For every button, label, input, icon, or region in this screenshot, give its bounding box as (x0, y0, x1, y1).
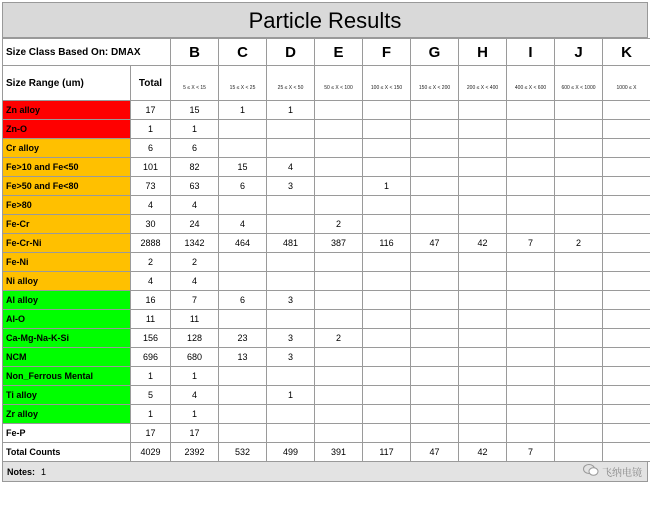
count-cell (603, 348, 650, 367)
count-cell: 82 (171, 158, 219, 177)
count-cell (315, 405, 363, 424)
count-cell (555, 386, 603, 405)
row-label: Fe-Cr (3, 215, 131, 234)
count-cell (555, 215, 603, 234)
count-cell (267, 272, 315, 291)
count-cell (459, 329, 507, 348)
row-label: Zn alloy (3, 101, 131, 120)
count-cell (507, 177, 555, 196)
count-cell (555, 177, 603, 196)
count-cell (315, 120, 363, 139)
count-cell (603, 234, 650, 253)
notes-label: Notes: (7, 467, 35, 477)
count-cell (363, 120, 411, 139)
count-cell (411, 215, 459, 234)
row-total: 11 (131, 310, 171, 329)
row-total: 2888 (131, 234, 171, 253)
col-range: 25 ≤ X < 50 (267, 66, 315, 101)
count-cell (459, 215, 507, 234)
page-title: Particle Results (2, 2, 648, 38)
count-cell: 1 (267, 101, 315, 120)
count-cell (507, 196, 555, 215)
table-row (3, 101, 650, 120)
count-cell (507, 386, 555, 405)
count-cell: 4 (267, 158, 315, 177)
count-cell (555, 196, 603, 215)
totals-cell: 7 (507, 443, 555, 462)
report (2, 2, 648, 502)
count-cell (315, 272, 363, 291)
count-cell (507, 405, 555, 424)
table-row (3, 272, 650, 291)
col-letter: K (603, 39, 650, 66)
count-cell (603, 215, 650, 234)
col-letter: J (555, 39, 603, 66)
count-cell: 3 (267, 329, 315, 348)
count-cell (603, 386, 650, 405)
row-total: 696 (131, 348, 171, 367)
col-range: 50 ≤ X < 100 (315, 66, 363, 101)
header-row-letters (3, 39, 650, 66)
col-range: 1000 ≤ X (603, 66, 650, 101)
table-row (3, 234, 650, 253)
totals-total: 4029 (131, 443, 171, 462)
count-cell (507, 310, 555, 329)
count-cell (411, 348, 459, 367)
row-label: Fe-P (3, 424, 131, 443)
count-cell (555, 329, 603, 348)
count-cell (267, 310, 315, 329)
table-row (3, 196, 650, 215)
count-cell (363, 424, 411, 443)
count-cell (603, 253, 650, 272)
row-label: Ca-Mg-Na-K-Si (3, 329, 131, 348)
totals-row (3, 443, 650, 462)
row-label: Ti alloy (3, 386, 131, 405)
count-cell (555, 158, 603, 177)
totals-cell: 42 (459, 443, 507, 462)
row-label: Fe>50 and Fe<80 (3, 177, 131, 196)
count-cell (219, 310, 267, 329)
count-cell (459, 348, 507, 367)
row-total: 6 (131, 139, 171, 158)
col-letter: D (267, 39, 315, 66)
count-cell: 4 (171, 386, 219, 405)
row-total: 16 (131, 291, 171, 310)
count-cell (603, 177, 650, 196)
count-cell: 1 (219, 101, 267, 120)
count-cell (411, 272, 459, 291)
count-cell (315, 310, 363, 329)
row-label: Al-O (3, 310, 131, 329)
count-cell (363, 196, 411, 215)
count-cell: 1 (363, 177, 411, 196)
totals-cell (555, 443, 603, 462)
table-row (3, 310, 650, 329)
count-cell: 3 (267, 291, 315, 310)
count-cell: 2 (555, 234, 603, 253)
row-label: Zr alloy (3, 405, 131, 424)
count-cell (315, 253, 363, 272)
count-cell (603, 272, 650, 291)
count-cell: 11 (171, 310, 219, 329)
count-cell (507, 329, 555, 348)
count-cell (363, 101, 411, 120)
count-cell (459, 310, 507, 329)
table-row (3, 177, 650, 196)
count-cell: 6 (219, 177, 267, 196)
count-cell (555, 367, 603, 386)
count-cell (219, 424, 267, 443)
col-letter: C (219, 39, 267, 66)
count-cell (411, 158, 459, 177)
totals-cell: 117 (363, 443, 411, 462)
count-cell (219, 367, 267, 386)
col-letter: F (363, 39, 411, 66)
count-cell: 24 (171, 215, 219, 234)
totals-cell: 47 (411, 443, 459, 462)
count-cell (603, 196, 650, 215)
col-range: 400 ≤ X < 600 (507, 66, 555, 101)
count-cell (603, 120, 650, 139)
col-range: 150 ≤ X < 200 (411, 66, 459, 101)
count-cell (363, 405, 411, 424)
count-cell (555, 272, 603, 291)
count-cell (363, 139, 411, 158)
watermark (583, 463, 642, 480)
row-label: Fe-Ni (3, 253, 131, 272)
count-cell (459, 101, 507, 120)
count-cell (219, 272, 267, 291)
count-cell: 23 (219, 329, 267, 348)
notes-bar (2, 462, 648, 482)
row-total: 4 (131, 196, 171, 215)
col-letter: B (171, 39, 219, 66)
count-cell (459, 272, 507, 291)
count-cell (411, 120, 459, 139)
row-label: NCM (3, 348, 131, 367)
count-cell: 3 (267, 177, 315, 196)
count-cell (507, 253, 555, 272)
count-cell (459, 405, 507, 424)
row-total: 4 (131, 272, 171, 291)
count-cell (555, 310, 603, 329)
count-cell (555, 101, 603, 120)
count-cell (219, 196, 267, 215)
count-cell (459, 139, 507, 158)
row-label: Fe>10 and Fe<50 (3, 158, 131, 177)
row-label: Cr alloy (3, 139, 131, 158)
count-cell (411, 196, 459, 215)
count-cell (555, 405, 603, 424)
count-cell (267, 424, 315, 443)
count-cell (555, 253, 603, 272)
header-row-ranges (3, 66, 650, 101)
count-cell (315, 196, 363, 215)
row-total: 30 (131, 215, 171, 234)
row-total: 156 (131, 329, 171, 348)
count-cell: 4 (171, 272, 219, 291)
row-label: Ni alloy (3, 272, 131, 291)
count-cell (315, 158, 363, 177)
count-cell: 1342 (171, 234, 219, 253)
count-cell (507, 367, 555, 386)
table-row (3, 424, 650, 443)
row-total: 17 (131, 101, 171, 120)
col-range: 100 ≤ X < 150 (363, 66, 411, 101)
notes-value: 1 (41, 467, 46, 477)
col-range: 200 ≤ X < 400 (459, 66, 507, 101)
count-cell (363, 329, 411, 348)
count-cell (507, 158, 555, 177)
count-cell (315, 424, 363, 443)
count-cell (411, 177, 459, 196)
row-total: 5 (131, 386, 171, 405)
table-row (3, 158, 650, 177)
table-row (3, 253, 650, 272)
count-cell (459, 120, 507, 139)
row-total: 17 (131, 424, 171, 443)
count-cell (603, 310, 650, 329)
count-cell (411, 329, 459, 348)
table-row (3, 367, 650, 386)
count-cell: 481 (267, 234, 315, 253)
table-row (3, 120, 650, 139)
count-cell (507, 291, 555, 310)
totals-cell (603, 443, 650, 462)
count-cell (411, 424, 459, 443)
col-letter: G (411, 39, 459, 66)
count-cell (459, 386, 507, 405)
results-table (2, 38, 650, 462)
count-cell (603, 101, 650, 120)
total-header: Total (131, 66, 171, 101)
table-row (3, 405, 650, 424)
table-row (3, 329, 650, 348)
count-cell: 128 (171, 329, 219, 348)
count-cell (459, 424, 507, 443)
row-total: 1 (131, 120, 171, 139)
count-cell (459, 196, 507, 215)
count-cell (267, 367, 315, 386)
totals-label: Total Counts (3, 443, 131, 462)
count-cell (411, 101, 459, 120)
row-label: Fe>80 (3, 196, 131, 215)
count-cell (507, 101, 555, 120)
row-total: 73 (131, 177, 171, 196)
count-cell (603, 158, 650, 177)
totals-cell: 532 (219, 443, 267, 462)
count-cell: 7 (171, 291, 219, 310)
count-cell: 47 (411, 234, 459, 253)
count-cell (459, 291, 507, 310)
count-cell (411, 139, 459, 158)
count-cell (603, 291, 650, 310)
count-cell: 1 (171, 367, 219, 386)
count-cell (603, 139, 650, 158)
count-cell: 464 (219, 234, 267, 253)
row-total: 101 (131, 158, 171, 177)
count-cell: 3 (267, 348, 315, 367)
count-cell (555, 348, 603, 367)
count-cell (219, 253, 267, 272)
row-total: 1 (131, 367, 171, 386)
count-cell: 7 (507, 234, 555, 253)
count-cell (411, 253, 459, 272)
row-label: Zn-O (3, 120, 131, 139)
count-cell: 63 (171, 177, 219, 196)
count-cell (411, 367, 459, 386)
count-cell (603, 367, 650, 386)
count-cell (411, 291, 459, 310)
count-cell (555, 424, 603, 443)
count-cell: 2 (315, 215, 363, 234)
row-label: Al alloy (3, 291, 131, 310)
count-cell (363, 386, 411, 405)
count-cell (603, 424, 650, 443)
count-cell (507, 215, 555, 234)
count-cell (267, 196, 315, 215)
count-cell (555, 120, 603, 139)
count-cell (459, 367, 507, 386)
col-range: 600 ≤ X < 1000 (555, 66, 603, 101)
count-cell (219, 386, 267, 405)
count-cell (507, 272, 555, 291)
row-total: 2 (131, 253, 171, 272)
count-cell: 4 (219, 215, 267, 234)
count-cell (411, 386, 459, 405)
count-cell (507, 120, 555, 139)
count-cell: 680 (171, 348, 219, 367)
count-cell: 42 (459, 234, 507, 253)
count-cell (315, 386, 363, 405)
count-cell (507, 424, 555, 443)
size-class-label: Size Class Based On: DMAX (3, 39, 171, 66)
count-cell (363, 291, 411, 310)
table-row (3, 139, 650, 158)
count-cell (315, 367, 363, 386)
count-cell (315, 177, 363, 196)
count-cell (363, 348, 411, 367)
totals-cell: 2392 (171, 443, 219, 462)
count-cell (267, 139, 315, 158)
count-cell: 2 (315, 329, 363, 348)
col-range: 15 ≤ X < 25 (219, 66, 267, 101)
count-cell (459, 158, 507, 177)
count-cell (459, 253, 507, 272)
count-cell: 387 (315, 234, 363, 253)
count-cell (411, 405, 459, 424)
row-label: Non_Ferrous Mental (3, 367, 131, 386)
count-cell (555, 139, 603, 158)
count-cell (315, 139, 363, 158)
count-cell: 116 (363, 234, 411, 253)
count-cell: 6 (219, 291, 267, 310)
count-cell (219, 120, 267, 139)
count-cell (315, 101, 363, 120)
count-cell (363, 158, 411, 177)
count-cell (555, 291, 603, 310)
count-cell (219, 405, 267, 424)
col-letter: E (315, 39, 363, 66)
count-cell: 6 (171, 139, 219, 158)
wechat-icon (583, 463, 599, 480)
totals-cell: 499 (267, 443, 315, 462)
count-cell: 1 (171, 405, 219, 424)
count-cell (507, 348, 555, 367)
count-cell (603, 329, 650, 348)
count-cell (363, 367, 411, 386)
count-cell (267, 405, 315, 424)
count-cell (363, 272, 411, 291)
totals-cell: 391 (315, 443, 363, 462)
count-cell (603, 405, 650, 424)
count-cell (459, 177, 507, 196)
count-cell (315, 291, 363, 310)
count-cell (507, 139, 555, 158)
count-cell: 13 (219, 348, 267, 367)
count-cell (267, 253, 315, 272)
watermark-text: 飞纳电镜 (602, 464, 642, 479)
size-range-label: Size Range (um) (3, 66, 131, 101)
count-cell (267, 215, 315, 234)
count-cell: 1 (171, 120, 219, 139)
count-cell: 17 (171, 424, 219, 443)
col-letter: I (507, 39, 555, 66)
table-row (3, 215, 650, 234)
count-cell (363, 253, 411, 272)
count-cell (267, 120, 315, 139)
table-row (3, 291, 650, 310)
count-cell (363, 310, 411, 329)
col-range: 5 ≤ X < 15 (171, 66, 219, 101)
count-cell: 2 (171, 253, 219, 272)
count-cell (411, 310, 459, 329)
table-row (3, 386, 650, 405)
count-cell (315, 348, 363, 367)
row-label: Fe-Cr-Ni (3, 234, 131, 253)
count-cell: 1 (267, 386, 315, 405)
row-total: 1 (131, 405, 171, 424)
count-cell: 15 (219, 158, 267, 177)
count-cell (219, 139, 267, 158)
col-letter: H (459, 39, 507, 66)
count-cell: 15 (171, 101, 219, 120)
count-cell (363, 215, 411, 234)
count-cell: 4 (171, 196, 219, 215)
table-row (3, 348, 650, 367)
